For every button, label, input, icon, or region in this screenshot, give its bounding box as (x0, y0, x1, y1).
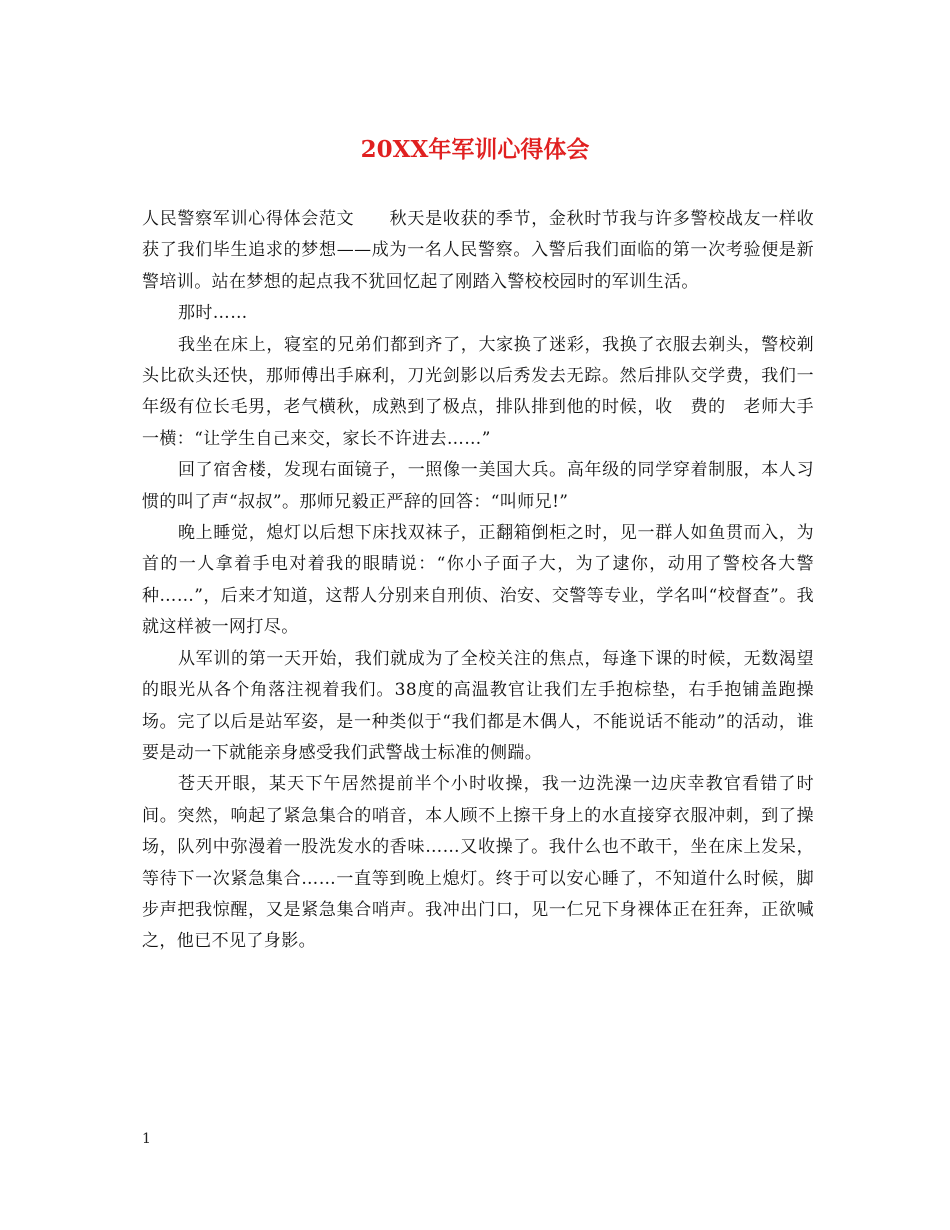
paragraph-6: 从军训的第一天开始，我们就成为了全校关注的焦点，每逢下课的时候，无数渴望的眼光从各个角落注视着我们。38度的高温教官让我们左手抱棕垫，右手抱铺盖跑操场。完了以后是站军姿，是一种类似于“我们都是木偶人，不能说话不能动”的活动，谁要是动一下就能亲身感受我们武警战士标准的侧踹。 (142, 648, 814, 763)
page-number: 1 (142, 1131, 151, 1147)
paragraph-5: 晚上睡觉，熄灯以后想下床找双袜子，正翻箱倒柜之时，见一群人如鱼贯而入，为首的一人拿着手电对着我的眼睛说：“你小子面子大，为了逮你，动用了警校各大警种……”，后来才知道，这帮人分别来自刑侦、治安、交警等专业，学名叫“校督查”。我就这样被一网打尽。 (142, 523, 814, 638)
paragraph-4: 回了宿舍楼，发现右面镜子，一照像一美国大兵。高年级的同学穿着制服，本人习惯的叫了声“叔叔”。那师兄毅正严辞的回答：“叫师兄!” (142, 460, 814, 512)
paragraph-1: 人民警察军训心得体会范文 秋天是收获的季节，金秋时节我与许多警校战友一样收获了我们毕生追求的梦想——成为一名人民警察。入警后我们面临的第一次考验便是新警培训。站在梦想的起点我不犹回忆起了刚踏入警校校园时的军训生活。 (142, 209, 814, 292)
paragraph-7: 苍天开眼，某天下午居然提前半个小时收操，我一边洗澡一边庆幸教官看错了时间。突然，响起了紧急集合的哨音，本人顾不上擦干身上的水直接穿衣服冲刺，到了操场，队列中弥漫着一股洗发水的香味……又收操了。我什么也不敢干，坐在床上发呆，等待下一次紧急集合……一直等到晚上熄灯。终于可以安心睡了，不知道什么时候，脚步声把我惊醒，又是紧急集合哨声。我冲出门口，见一仁兄下身裸体正在狂奔，正欲喊之，他已不见了身影。 (142, 774, 814, 952)
document-body (142, 204, 814, 958)
document-title: 20XX年军训心得体会 (360, 136, 590, 163)
paragraph-2: 那时…… (178, 303, 248, 324)
paragraph-3: 我坐在床上，寝室的兄弟们都到齐了，大家换了迷彩，我换了衣服去剃头，警校剃头比砍头还快，那师傅出手麻利，刀光剑影以后秀发去无踪。然后排队交学费，我们一年级有位长毛男，老气横秋，成熟到了极点，排队排到他的时候，收 费的 老师大手一横：“让学生自己来交，家长不许进去……” (142, 334, 814, 449)
